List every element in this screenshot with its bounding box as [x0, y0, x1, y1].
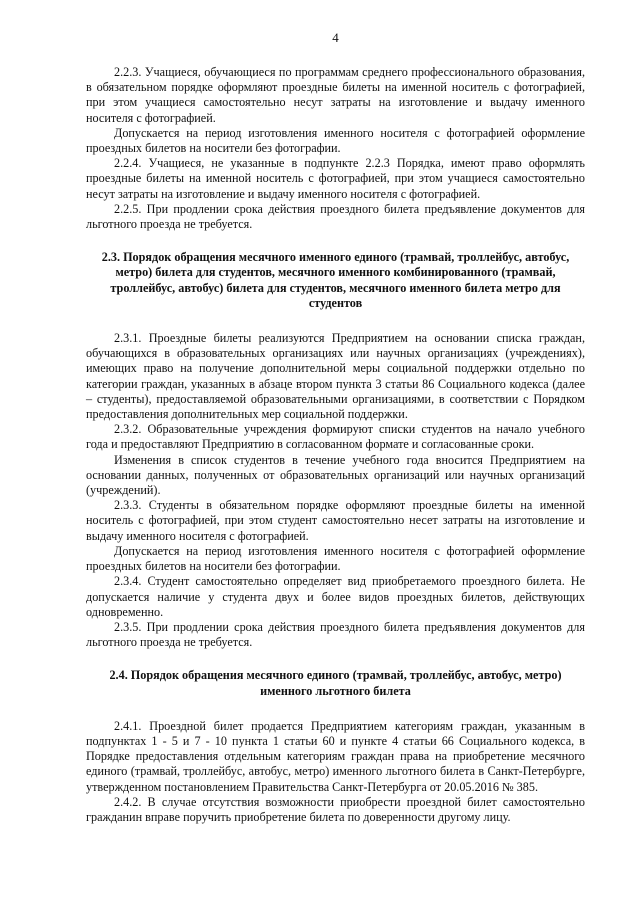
section-2-3-heading: 2.3. Порядок обращения месячного именного единого (трамвай, троллейбус, автобус, метро) билета для студентов, месячного именного комбинированного (трамвай, троллейбус, автобус) билета для студентов, месячного именного билета метро для студентов	[101, 250, 570, 310]
paragraph-2-3-2: 2.3.2. Образовательные учреждения формируют списки студентов на начало учебного года и предоставляют Предприятию в согласованном формате и согласованные сроки.	[86, 422, 585, 452]
paragraph-2-3-4: 2.3.4. Студент самостоятельно определяет вид приобретаемого проездного билета. Не допускается наличие у студента двух и более видов проездных билетов, действующих одновременно.	[86, 574, 585, 619]
paragraph-2-2-3-note: Допускается на период изготовления именного носителя с фотографией оформление проездных билетов на носители без фотографии.	[86, 125, 585, 156]
paragraph-2-3-2-changes: Изменения в список студентов в течение учебного года вносится Предприятием на основании данных, полученных от образовательных организаций или научных организаций (учреждений).	[86, 452, 585, 498]
section-2-4-heading: 2.4. Порядок обращения месячного единого (трамвай, троллейбус, автобус, метро) именного льготного билета	[109, 668, 562, 698]
section-2-3	[86, 331, 585, 650]
page-number: 4	[332, 30, 339, 45]
paragraph-2-2-4: 2.2.4. Учащиеся, не указанные в подпункте 2.2.3 Порядка, имеют право оформлять проездные билеты на именной носитель с фотографией, при этом учащиеся самостоятельно несут затраты на изготовление и выдачу именного носителя с фотографией.	[86, 156, 585, 201]
paragraph-2-4-2: 2.4.2. В случае отсутствия возможности приобрести проездной билет самостоятельно гражданин вправе поручить приобретение билета по доверенности другому лицу.	[86, 794, 585, 824]
section-2-4	[86, 719, 585, 825]
paragraph-2-3-3-note: Допускается на период изготовления именного носителя с фотографией оформление проездных билетов на носители без фотографии.	[86, 543, 585, 574]
paragraph-2-2-5: 2.2.5. При продлении срока действия проездного билета предъявление документов для льготного проезда не требуется.	[86, 201, 585, 232]
section-2-2	[86, 65, 585, 232]
paragraph-2-3-1: 2.3.1. Проездные билеты реализуются Предприятием на основании списка граждан, обучающихся в образовательных организациях или научных организациях (учреждениях), имеющих право на получение дополнительной меры социальной поддержки отдельно по категории граждан, указанных в абзаце втором пункта 3 статьи 86 Социального кодекса (далее – студенты), предоставляемой образовательными организациями, в соответствии с Порядком предоставления дополнительных мер социальной поддержки.	[86, 331, 585, 422]
paragraph-2-4-1: 2.4.1. Проездной билет продается Предприятием категориям граждан, указанным в подпунктах 1 - 5 и 7 - 10 пункта 1 статьи 60 и пункте 4 статьи 66 Социального кодекса, в Порядке предоставления отдельным категориям граждан права на приобретение месячного единого (трамвай, троллейбус, автобус, метро) именного льготного билета в Санкт-Петербурге, утвержденном постановлением Правительства Санкт-Петербурга от 20.05.2016 № 385.	[86, 718, 585, 794]
paragraph-2-2-3: 2.2.3. Учащиеся, обучающиеся по программам среднего профессионального образования, в обязательном порядке оформляют проездные билеты на именной носитель с фотографией, при этом учащиеся самостоятельно несут затраты на изготовление и выдачу именного носителя с фотографией.	[86, 65, 585, 125]
paragraph-2-3-5: 2.3.5. При продлении срока действия проездного билета предъявления документов для льготного проезда не требуется.	[86, 619, 585, 650]
paragraph-2-3-3: 2.3.3. Студенты в обязательном порядке оформляют проездные билеты на именной носитель с фотографией, при этом студент самостоятельно несет затраты на изготовление и выдачу именного носителя с фотографией.	[86, 498, 585, 543]
